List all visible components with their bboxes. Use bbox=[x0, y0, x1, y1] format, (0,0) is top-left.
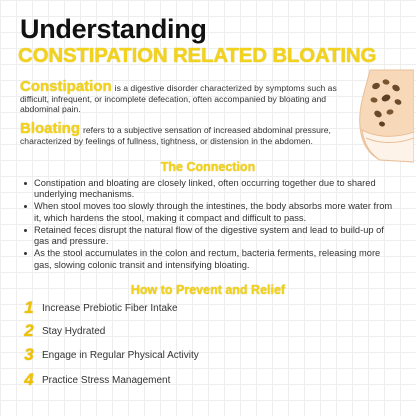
tip-number: 1 bbox=[24, 298, 34, 317]
tip-item bbox=[22, 345, 199, 365]
prevention-heading: How to Prevent and Relief bbox=[130, 283, 286, 297]
connection-heading: The Connection bbox=[160, 160, 256, 174]
tip-item bbox=[22, 298, 178, 318]
tip-label: Practice Stress Management bbox=[42, 374, 171, 386]
definition-term: Constipation bbox=[20, 78, 112, 95]
tip-label: Increase Prebiotic Fiber Intake bbox=[42, 302, 178, 314]
tip-label: Engage in Regular Physical Activity bbox=[42, 349, 199, 361]
list-item: Constipation and bloating are closely linked, often occurring together due to shared underlying mechanisms. bbox=[22, 178, 398, 201]
abdomen-with-stool-illustration-icon bbox=[352, 68, 414, 168]
connection-list bbox=[22, 178, 398, 272]
page-subtitle: CONSTIPATION RELATED BLOATING bbox=[18, 44, 377, 67]
tip-number: 3 bbox=[24, 345, 34, 364]
list-item: As the stool accumulates in the colon and rectum, bacteria ferments, releasing more gas, slowing colonic transit and intensifying bloating. bbox=[22, 248, 398, 271]
tip-item bbox=[22, 370, 170, 390]
definition-bloating bbox=[20, 120, 350, 146]
definition-text: is a digestive disorder characterized by symptoms such as difficult, infrequent, or incomplete defecation, often accompanied by bloating and abdominal pain. bbox=[20, 83, 337, 114]
page-title: Understanding bbox=[20, 14, 207, 44]
tip-number: 2 bbox=[24, 321, 34, 340]
definition-term: Bloating bbox=[20, 120, 80, 137]
list-item: Retained feces disrupt the natural flow of the digestive system and lead to build-up of gas and pressure. bbox=[22, 225, 398, 248]
definition-constipation bbox=[20, 78, 350, 115]
list-item: When stool moves too slowly through the intestines, the body absorbs more water from it, which hardens the stool, making it compact and difficult to pass. bbox=[22, 201, 398, 224]
tip-item bbox=[22, 321, 105, 341]
tip-number: 4 bbox=[24, 370, 34, 389]
tip-label: Stay Hydrated bbox=[42, 325, 106, 337]
definition-text: refers to a subjective sensation of increased abdominal pressure, characterized by feelings of fullness, tightness, or distension in the abdomen. bbox=[20, 125, 331, 146]
